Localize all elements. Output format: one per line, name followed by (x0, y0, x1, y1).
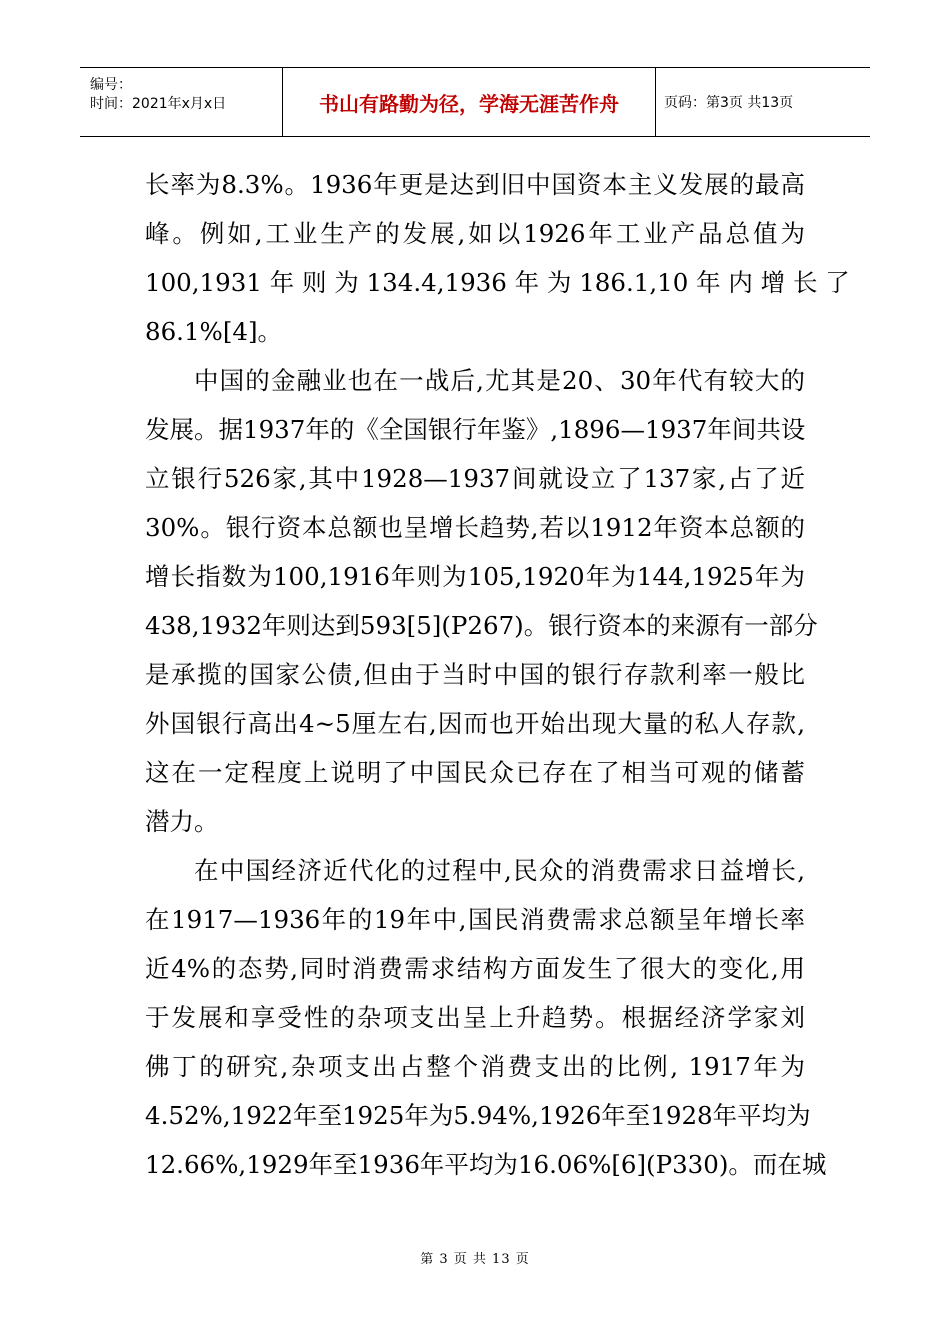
page-header (80, 67, 870, 137)
text-line: 12.66%,1929年至1936年平均为16.06%[6](P330)。而在城 (145, 1150, 827, 1179)
text-line: 是承揽的国家公债,但由于当时中国的银行存款利率一般比 (145, 660, 805, 689)
number-label: 编号： (90, 77, 132, 93)
text-line: 佛丁的研究,杂项支出占整个消费支出的比例, 1917年为 (145, 1052, 805, 1081)
text-line: 438,1932年则达到593[5](P267)。银行资本的来源有一部分 (145, 611, 818, 640)
text-line: 这在一定程度上说明了中国民众已存在了相当可观的储蓄 (145, 758, 805, 787)
text-line: 86.1%[4]。 (145, 317, 283, 346)
text-line: 100,1931 年 则 为 134.4,1936 年 为 186.1,10 年 内 增 长 了 (145, 268, 850, 297)
header-motto: 书山有路勤为径，学海无涯苦作舟 (319, 91, 619, 116)
header-page-info (664, 68, 870, 136)
text-line: 增长指数为100,1916年则为105,1920年为144,1925年为 (145, 562, 805, 591)
text-line: 立银行526家,其中1928—1937间就设立了137家,占了近 (145, 464, 805, 493)
text-line: 外国银行高出4~5厘左右,因而也开始出现大量的私人存款, (145, 709, 805, 738)
text-line: 潜力。 (145, 807, 219, 836)
text-line: 30%。银行资本总额也呈增长趋势,若以1912年资本总额的 (145, 513, 805, 542)
page-info-text: 页码：第3页 共13页 (664, 95, 794, 111)
header-meta (80, 68, 282, 136)
text-line: 近4%的态势,同时消费需求结构方面发生了很大的变化,用 (145, 954, 805, 983)
text-line: 中国的金融业也在一战后,尤其是20、30年代有较大的 (194, 366, 805, 395)
text-line: 于发展和享受性的杂项支出呈上升趋势。根据经济学家刘 (145, 1003, 805, 1032)
page-footer: 第 3 页 共 13 页 (420, 1252, 530, 1267)
text-line: 发展。据1937年的《全国银行年鉴》,1896—1937年间共设 (145, 415, 806, 444)
text-line: 在1917—1936年的19年中,国民消费需求总额呈年增长率 (145, 905, 805, 934)
text-line: 长率为8.3%。1936年更是达到旧中国资本主义发展的最高 (145, 170, 805, 199)
text-line: 在中国经济近代化的过程中,民众的消费需求日益增长, (194, 856, 805, 885)
time-label: 时间：2021年x月x日 (90, 96, 227, 112)
text-line: 4.52%,1922年至1925年为5.94%,1926年至1928年平均为 (145, 1101, 811, 1130)
document-body (145, 160, 850, 1189)
text-line: 峰。例如,工业生产的发展,如以1926年工业产品总值为 (145, 219, 805, 248)
header-divider (655, 68, 656, 136)
